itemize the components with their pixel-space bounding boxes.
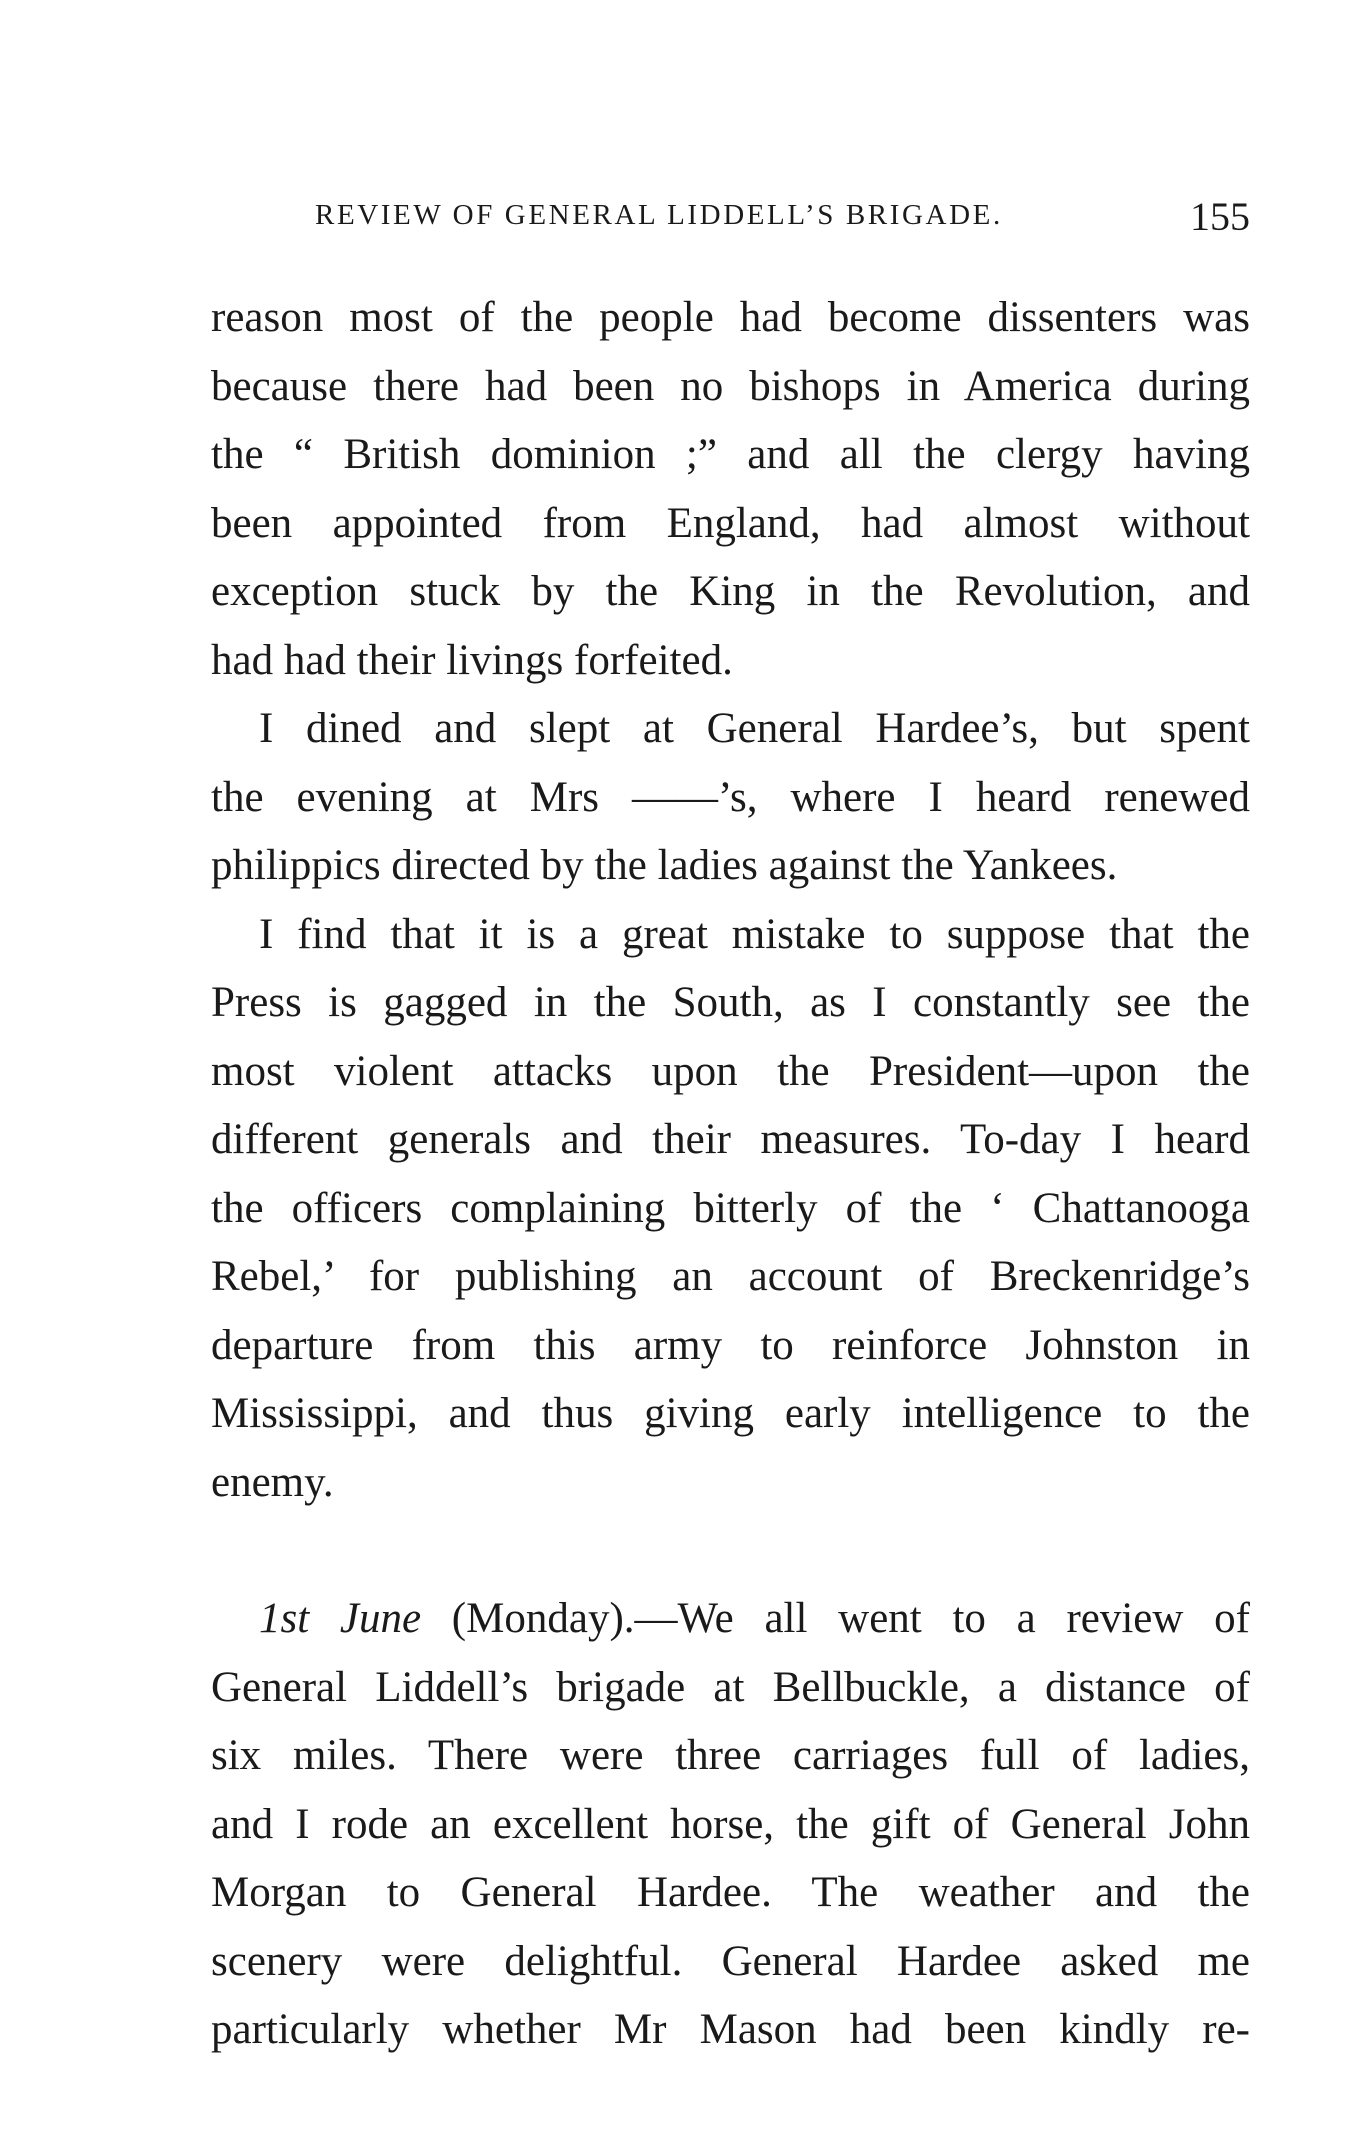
paragraph-3 bbox=[211, 901, 1250, 1518]
entry-first-line bbox=[211, 1585, 1250, 1654]
text-line: the “ British dominion ;” and all the clergy having bbox=[211, 431, 1250, 478]
text-line: Mississippi, and thus giving early intelligence to the bbox=[211, 1390, 1250, 1437]
text-line: the evening at Mrs ——’s, where I heard renewed bbox=[211, 773, 1250, 821]
paragraph-2 bbox=[211, 695, 1250, 901]
text-line: particularly whether Mr Mason had been kindly re- bbox=[211, 2006, 1250, 2053]
section-gap bbox=[211, 1517, 1250, 1585]
text-line: General Liddell’s brigade at Bellbuckle, a distance of bbox=[211, 1663, 1250, 1711]
text-line: most violent attacks upon the President—upon the bbox=[211, 1047, 1250, 1095]
text-line: I find that it is a great mistake to suppose that the bbox=[259, 910, 1250, 958]
text-line: been appointed from England, had almost without bbox=[211, 499, 1250, 547]
running-head: REVIEW OF GENERAL LIDDELL’S BRIGADE. bbox=[315, 199, 1003, 231]
text-line: because there had been no bishops in America during bbox=[211, 362, 1250, 410]
diary-entry bbox=[211, 1585, 1250, 2065]
body-text bbox=[211, 284, 1250, 2065]
text-line: different generals and their measures. To-day I heard bbox=[211, 1116, 1250, 1163]
text-line: Rebel,’ for publishing an account of Breckenridge’s bbox=[211, 1253, 1250, 1300]
text-line: enemy. bbox=[211, 1458, 334, 1506]
entry-first-line-text: (Monday).—We all went to a review of bbox=[421, 1595, 1250, 1642]
entry-date: 1st June bbox=[259, 1595, 422, 1642]
paragraph-1 bbox=[211, 284, 1250, 695]
text-line: had had their livings forfeited. bbox=[211, 636, 733, 684]
text-line: six miles. There were three carriages full of ladies, bbox=[211, 1732, 1250, 1779]
text-line: philippics directed by the ladies against the Yankees. bbox=[211, 842, 1118, 889]
text-line: Morgan to General Hardee. The weather and the bbox=[211, 1869, 1250, 1916]
page-number: 155 bbox=[1190, 194, 1250, 239]
text-line: and I rode an excellent horse, the gift of General John bbox=[211, 1800, 1250, 1848]
text-line: I dined and slept at General Hardee’s, but spent bbox=[259, 705, 1250, 752]
page-header bbox=[315, 193, 1250, 243]
text-line: Press is gagged in the South, as I constantly see the bbox=[211, 979, 1250, 1026]
text-line: scenery were delightful. General Hardee asked me bbox=[211, 1937, 1250, 1985]
text-line: exception stuck by the King in the Revolution, and bbox=[211, 568, 1250, 615]
text-line: the officers complaining bitterly of the ‘ Chattanooga bbox=[211, 1184, 1250, 1232]
text-line: departure from this army to reinforce Johnston in bbox=[211, 1321, 1250, 1369]
text-line: reason most of the people had become dissenters was bbox=[211, 294, 1250, 341]
